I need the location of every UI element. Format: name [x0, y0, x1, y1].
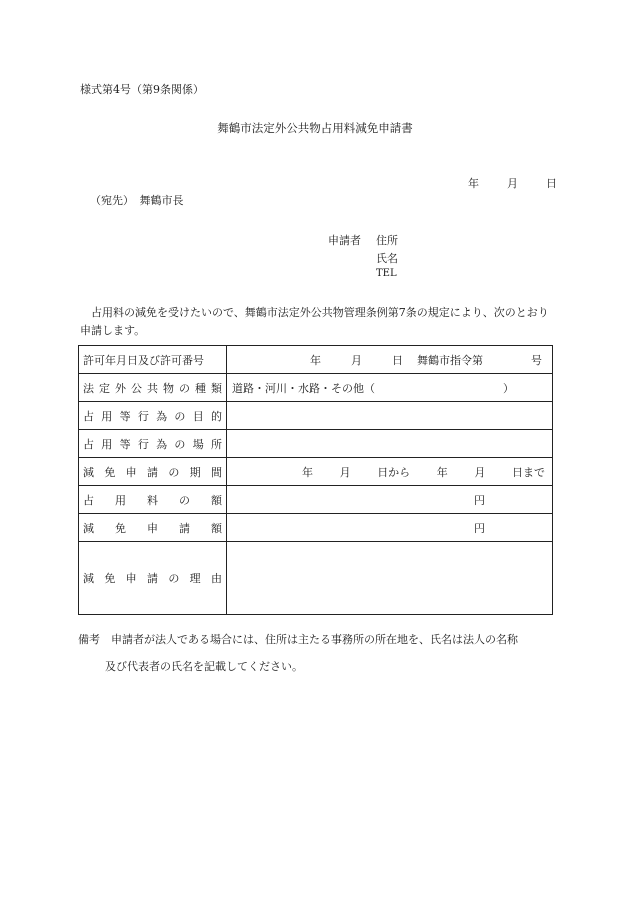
- purpose-value[interactable]: [227, 402, 553, 430]
- intro-text: 占用料の減免を受けたいので、舞鶴市法定外公共物管理条例第7条の規定により、次のとおり申請します。: [80, 306, 549, 337]
- table-row: [79, 374, 553, 402]
- date-month: 月: [507, 177, 518, 190]
- remarks-line-2: 及び代表者の氏名を記載してください。: [105, 660, 303, 673]
- period-value[interactable]: 年 月 日から 年 月 日まで: [227, 458, 553, 486]
- reduction-amount-value[interactable]: 円: [227, 514, 553, 542]
- location-label: 占 用 等 行 為 の 場 所: [83, 437, 222, 451]
- document-title: 舞鶴市法定外公共物占用料減免申請書: [217, 121, 413, 135]
- application-table: [78, 345, 553, 615]
- location-value[interactable]: [227, 430, 553, 458]
- remarks-line-1: 申請者が法人である場合には、住所は主たる事務所の所在地を、氏名は法人の名称: [111, 633, 518, 646]
- fee-label: 占 用 料 の 額: [83, 493, 222, 507]
- period-label: 減 免 申 請 の 期 間: [83, 465, 222, 479]
- form-number: 様式第4号（第9条関係）: [80, 83, 204, 96]
- reason-value[interactable]: [227, 542, 553, 615]
- table-row: [79, 430, 553, 458]
- application-date: [468, 175, 557, 191]
- table-row: [79, 514, 553, 542]
- applicant-name-label: 氏名: [376, 252, 398, 265]
- table-row: [79, 346, 553, 374]
- applicant-tel-label: TEL: [376, 268, 397, 279]
- type-value[interactable]: 道路・河川・水路・その他（ ）: [227, 374, 553, 402]
- table-row: [79, 486, 553, 514]
- remarks-prefix: 備考: [78, 633, 100, 646]
- remarks: [78, 626, 558, 680]
- date-day: 日: [546, 177, 557, 190]
- purpose-label: 占 用 等 行 為 の 目 的: [83, 409, 222, 423]
- permit-label: 許可年月日及び許可番号: [79, 346, 227, 374]
- table-row: [79, 458, 553, 486]
- applicant-address-label: 住所: [376, 234, 398, 247]
- date-year: 年: [468, 177, 479, 190]
- table-row: [79, 542, 553, 615]
- reduction-amount-label: 減 免 申 請 額: [83, 521, 222, 535]
- applicant-label: 申請者: [328, 234, 361, 247]
- fee-value[interactable]: 円: [227, 486, 553, 514]
- permit-value[interactable]: 年 月 日 舞鶴市指令第 号: [227, 346, 553, 374]
- type-label: 法 定 外 公 共 物 の 種 類: [83, 381, 222, 395]
- reason-label: 減 免 申 請 の 理 由: [83, 572, 222, 585]
- addressee: （宛先） 舞鶴市長: [90, 194, 184, 207]
- table-row: [79, 402, 553, 430]
